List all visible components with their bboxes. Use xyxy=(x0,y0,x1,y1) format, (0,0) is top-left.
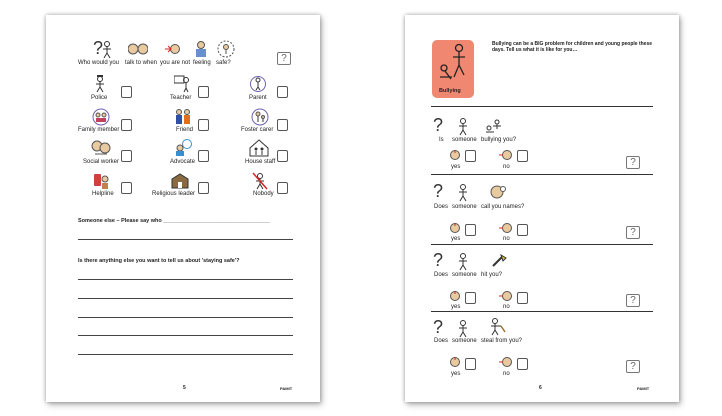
yes-label: yes xyxy=(451,164,461,170)
checkbox-nobody[interactable] xyxy=(277,182,288,194)
help-box[interactable]: ? xyxy=(626,156,640,169)
friend-icon xyxy=(174,108,192,126)
help-box[interactable]: ? xyxy=(277,52,291,65)
q4-word-2: someone xyxy=(452,338,477,344)
checkbox-police[interactable] xyxy=(121,86,132,98)
checkbox-no[interactable] xyxy=(517,224,528,236)
someone-icon xyxy=(458,184,468,202)
no-icon xyxy=(499,291,513,303)
brand-footer: PAMIT xyxy=(280,386,293,391)
answer-line[interactable] xyxy=(78,298,293,299)
person-label-nobody: Nobody xyxy=(253,191,274,197)
bullying-icon xyxy=(437,43,469,83)
checkbox-teacher[interactable] xyxy=(198,86,209,98)
answer-line[interactable] xyxy=(78,317,293,318)
feeling-icon xyxy=(194,41,208,58)
person-icon xyxy=(102,41,112,59)
q4-word-1: Does xyxy=(434,338,449,344)
checkbox-friend[interactable] xyxy=(198,119,209,131)
q3-word-2: someone xyxy=(452,272,477,278)
no-label: no xyxy=(503,164,510,170)
police-icon xyxy=(94,75,106,93)
no-label: no xyxy=(503,304,510,310)
person-label-friend: Friend xyxy=(176,127,194,133)
question-icon: ? xyxy=(433,115,444,135)
someone-icon xyxy=(458,253,468,271)
person-label-police: Police xyxy=(91,95,108,101)
no-icon xyxy=(499,150,513,162)
divider xyxy=(431,311,653,312)
person-label-teacher: Teacher xyxy=(170,95,192,101)
bullying-intro: Bullying can be a BIG problem for children and young people these days. Tell us what it is like for you… xyxy=(492,41,653,53)
yes-icon xyxy=(450,291,460,303)
q1-word-3: bullying you? xyxy=(481,137,517,143)
person-label-parent: Parent xyxy=(249,95,267,101)
checkbox-parent[interactable] xyxy=(277,86,288,98)
person-label-religious-leader: Religious leader xyxy=(152,191,196,197)
person-label-family-member: Family member xyxy=(78,127,120,133)
bullying-small-icon xyxy=(485,119,503,133)
helpline-icon xyxy=(93,172,109,190)
checkbox-foster-carer[interactable] xyxy=(277,119,288,131)
yes-label: yes xyxy=(451,236,461,242)
answer-line[interactable] xyxy=(78,279,293,280)
someone-else-prompt: Someone else – Please say who ___________________________________ xyxy=(78,218,271,224)
checkbox-house-staff[interactable] xyxy=(277,150,288,162)
yes-icon xyxy=(450,223,460,235)
q2-word-1: Does xyxy=(434,204,449,210)
checkbox-no[interactable] xyxy=(517,358,528,370)
help-box[interactable]: ? xyxy=(626,360,640,373)
divider xyxy=(431,244,653,245)
someone-icon xyxy=(458,118,468,136)
anything-else-prompt: Is there anything else you want to tell us about 'staying safe'? xyxy=(78,258,240,264)
divider xyxy=(431,106,653,107)
person-label-advocate: Advocate xyxy=(170,159,196,165)
header-word-4: feeling xyxy=(193,60,211,66)
checkbox-no[interactable] xyxy=(517,292,528,304)
checkbox-yes[interactable] xyxy=(465,292,476,304)
page-6 xyxy=(405,15,679,402)
religious-leader-icon xyxy=(171,173,189,189)
house-staff-icon xyxy=(249,139,269,157)
header-word-5: safe? xyxy=(216,60,231,66)
checkbox-social-worker[interactable] xyxy=(121,150,132,162)
header-word-1: Who would you xyxy=(78,60,120,66)
advocate-icon xyxy=(173,139,193,157)
yes-label: yes xyxy=(451,304,461,310)
help-box[interactable]: ? xyxy=(626,226,640,239)
yes-label: yes xyxy=(451,371,461,377)
names-icon xyxy=(490,185,506,199)
checkbox-advocate[interactable] xyxy=(198,150,209,162)
checkbox-yes[interactable] xyxy=(465,224,476,236)
q2-word-3: call you names? xyxy=(481,204,525,210)
bullying-badge-label: Bullying xyxy=(439,88,461,94)
nobody-icon xyxy=(252,172,268,190)
safe-icon xyxy=(216,40,236,58)
page-5 xyxy=(46,15,320,402)
question-icon: ? xyxy=(433,250,444,270)
person-label-social-worker: Social worker xyxy=(83,159,120,165)
no-icon xyxy=(499,223,513,235)
hit-icon xyxy=(491,254,507,268)
yes-icon xyxy=(450,357,460,369)
foster-carer-icon xyxy=(251,108,269,126)
question-icon: ? xyxy=(433,317,444,337)
steal-icon xyxy=(489,318,507,336)
person-label-helpline: Helpline xyxy=(92,191,114,197)
help-box[interactable]: ? xyxy=(626,294,640,307)
checkbox-helpline[interactable] xyxy=(121,182,132,194)
answer-line[interactable] xyxy=(78,335,293,336)
q1-word-1: Is xyxy=(439,137,444,143)
person-label-foster-carer: Foster carer xyxy=(241,127,274,133)
family-icon xyxy=(92,108,110,126)
talk-icon xyxy=(128,42,148,56)
no-label: no xyxy=(503,371,510,377)
no-label: no xyxy=(503,236,510,242)
header-word-3: you are not xyxy=(160,60,191,66)
q3-word-1: Does xyxy=(434,272,449,278)
divider xyxy=(431,174,653,175)
page-number: 6 xyxy=(539,385,542,391)
checkbox-family-member[interactable] xyxy=(121,119,132,131)
parent-icon xyxy=(250,75,266,93)
someone-icon xyxy=(458,320,468,338)
no-icon xyxy=(499,357,513,369)
q2-word-2: someone xyxy=(452,204,477,210)
checkbox-yes[interactable] xyxy=(465,358,476,370)
teacher-icon xyxy=(174,75,190,93)
page-number: 5 xyxy=(183,385,186,391)
question-icon: ? xyxy=(93,38,104,58)
social-worker-icon xyxy=(91,140,111,157)
question-icon: ? xyxy=(433,181,444,201)
answer-line[interactable] xyxy=(78,354,293,355)
checkbox-religious-leader[interactable] xyxy=(198,182,209,194)
yes-icon xyxy=(450,150,460,162)
answer-line[interactable] xyxy=(78,239,293,240)
checkbox-no[interactable] xyxy=(517,150,528,162)
q3-word-3: hit you? xyxy=(481,272,503,278)
brand-footer: PAMIT xyxy=(637,386,650,391)
checkbox-yes[interactable] xyxy=(465,150,476,162)
q4-word-3: steal from you? xyxy=(481,338,523,344)
person-label-house-staff: House staff xyxy=(245,159,276,165)
q1-word-2: someone xyxy=(452,137,477,143)
not-icon xyxy=(164,43,180,55)
header-word-2: talk to when xyxy=(125,60,158,66)
